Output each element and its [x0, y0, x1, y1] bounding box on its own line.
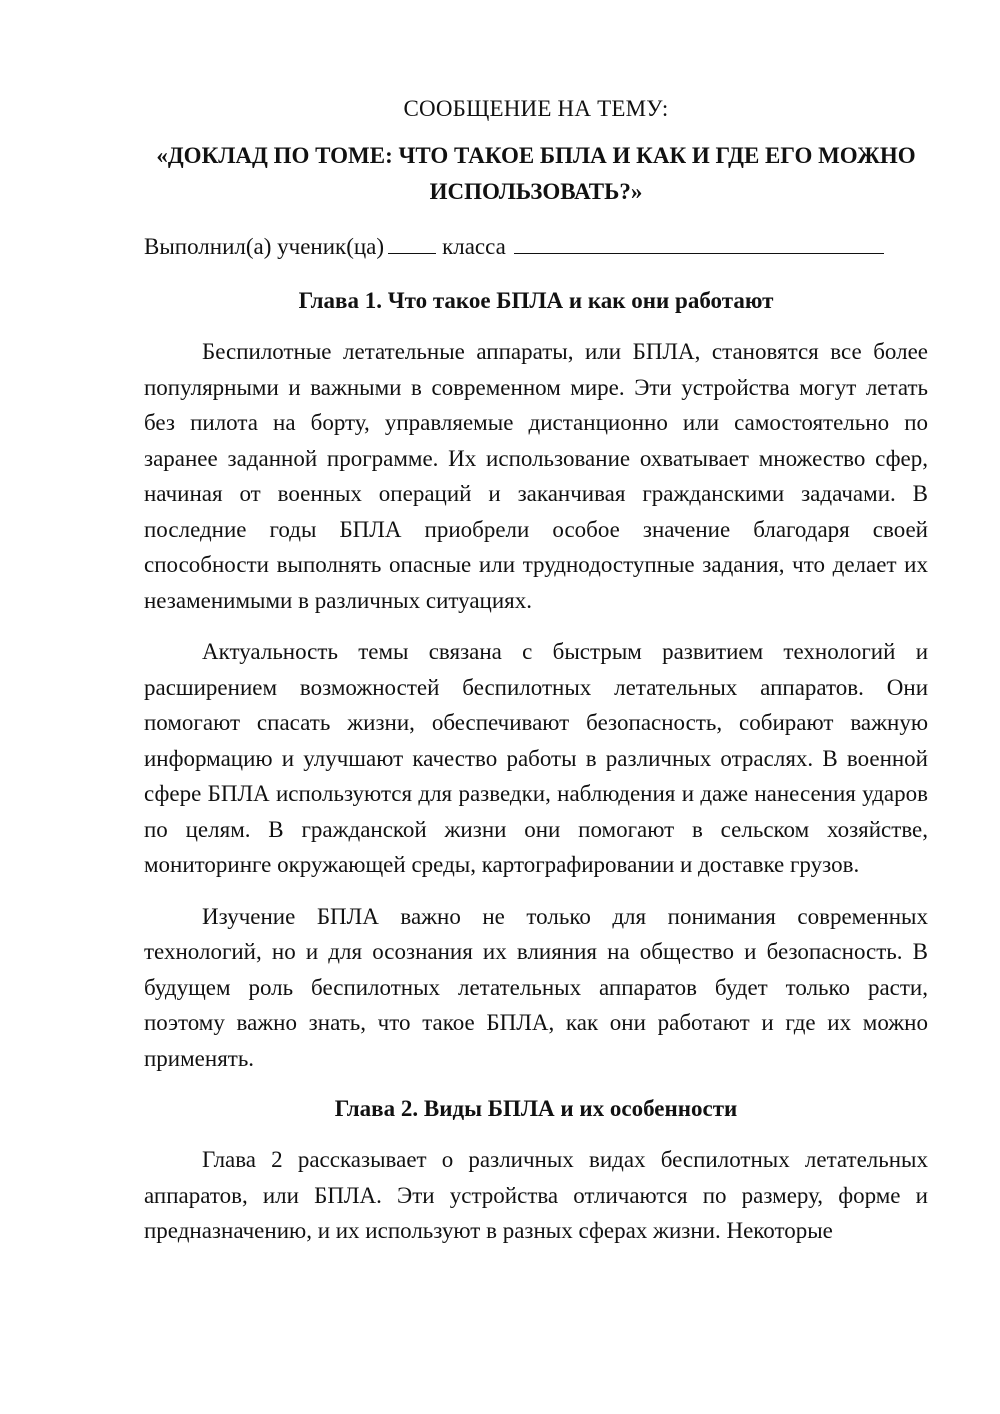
author-line [144, 230, 928, 264]
paragraph: Беспилотные летательные аппараты, или БПЛА, становятся все более популярными и важными в современном мире. Эти устройства могут летать без пилота на борту, управляемые дистанционно или самостоятельно по заранее заданной программе. Их использование охватывает множество сфер, начиная от военных операций и заканчивая гражданскими задачами. В последние годы БПЛА приобрели особое значение благодаря своей способности выполнять опасные или труднодоступные задания, что делает их незаменимыми в различных ситуациях. [144, 339, 928, 613]
chapter-2 [144, 1092, 928, 1249]
paragraph: Изучение БПЛА важно не только для понимания современных технологий, но и для осознания их влияния на общество и безопасность. В будущем роль беспилотных летательных аппаратов будет только расти, поэтому важно знать, что такое БПЛА, как они работают и где их можно применять. [144, 903, 928, 1071]
author-line-middle: класса [442, 234, 506, 259]
class-number-blank [388, 231, 436, 254]
chapter-1 [144, 284, 928, 1076]
student-name-blank [514, 231, 884, 254]
chapter-heading: Глава 2. Виды БПЛА и их особенности [334, 1096, 738, 1121]
author-line-prefix: Выполнил(а) ученик(ца) [144, 234, 385, 259]
document-header-label: СООБЩЕНИЕ НА ТЕМУ: [403, 96, 669, 121]
paragraph: Актуальность темы связана с быстрым развитием технологий и расширением возможностей беспилотных летательных аппаратов. Они помогают спасать жизни, обеспечивают безопасность, собирают важную информацию и улучшают качество работы в различных отраслях. В военной сфере БПЛА используются для разведки, наблюдения и даже нанесения ударов по целям. В гражданской жизни они помогают в сельском хозяйстве, мониторинге окружающей среды, картографировании и доставке грузов. [144, 639, 928, 877]
chapter-heading: Глава 1. Что такое БПЛА и как они работают [298, 288, 774, 313]
paragraph: Глава 2 рассказывает о различных видах беспилотных летательных аппаратов, или БПЛА. Эти устройства отличаются по размеру, форме и предназначению, и их используют в разных сферах жизни. Некоторые [144, 1147, 928, 1243]
document-title: «ДОКЛАД ПО ТОМЕ: ЧТО ТАКОЕ БПЛА И КАК И ГДЕ ЕГО МОЖНО ИСПОЛЬЗОВАТЬ?» [156, 143, 916, 204]
